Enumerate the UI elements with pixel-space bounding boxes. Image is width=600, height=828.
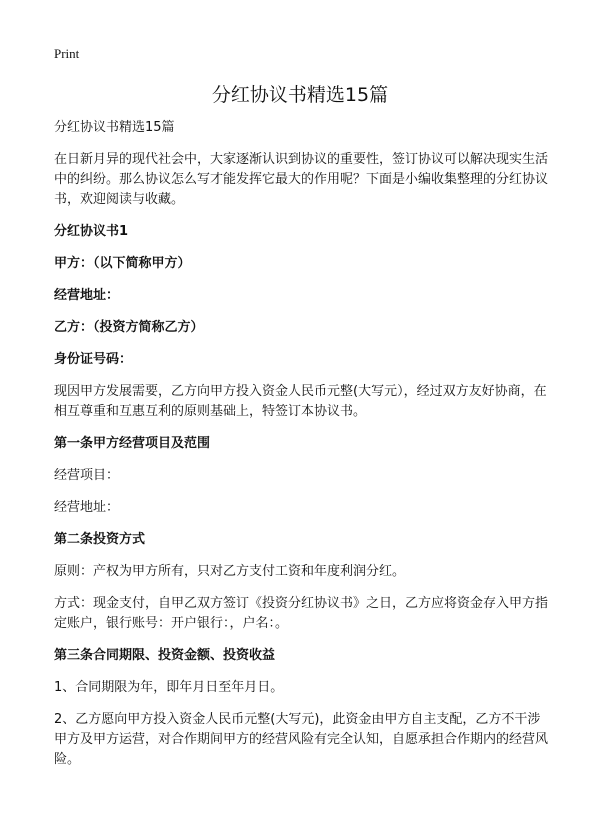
page-title: 分红协议书精选15篇 bbox=[211, 84, 389, 106]
article-2-heading: 第二条投资方式 bbox=[54, 532, 146, 547]
article-3-heading: 第三条合同期限、投资金额、投资收益 bbox=[54, 648, 276, 663]
paragraph-investment: 2、乙方愿向甲方投入资金人民币元整(大写元)，此资金由甲方自主支配，乙方不干涉甲方及甲方运营，对合作期间甲方的经营风险有完全认知，自愿承担合作期内的经营风险。 bbox=[54, 712, 549, 767]
section-heading: 分红协议书1 bbox=[54, 224, 129, 239]
paragraph-subtitle: 分红协议书精选15篇 bbox=[54, 120, 175, 135]
id-number-field: 身份证号码： bbox=[54, 352, 133, 367]
print-link[interactable]: Print bbox=[54, 46, 80, 61]
paragraph-method: 方式：现金支付，自甲乙双方签订《投资分红协议书》之日，乙方应将资金存入甲方指定账户，银行账号：开户银行：，户名：。 bbox=[54, 596, 549, 631]
paragraph-preamble: 现因甲方发展需要，乙方向甲方投入资金人民币元整(大写元），经过双方友好协商，在相互尊重和互惠互利的原则基础上，特签订本协议书。 bbox=[54, 384, 547, 419]
paragraph-intro: 在日新月异的现代社会中，大家逐渐认识到协议的重要性，签订协议可以解决现实生活中的纠纷。那么协议怎么写才能发挥它最大的作用呢？下面是小编收集整理的分红协议书，欢迎阅读与收藏。 bbox=[54, 152, 549, 207]
article-1-heading: 第一条甲方经营项目及范围 bbox=[54, 436, 211, 451]
business-address-field-2: 经营地址： bbox=[54, 500, 120, 515]
business-project-field: 经营项目： bbox=[54, 468, 120, 483]
document-body bbox=[54, 118, 552, 782]
paragraph-principle: 原则：产权为甲方所有，只对乙方支付工资和年度利润分红。 bbox=[54, 564, 406, 579]
party-b-field: 乙方：（投资方简称乙方） bbox=[54, 320, 204, 335]
party-a-field: 甲方：（以下简称甲方） bbox=[54, 256, 191, 271]
paragraph-term: 1、合同期限为年，即年月日至年月日。 bbox=[54, 680, 284, 695]
business-address-field: 经营地址： bbox=[54, 288, 120, 303]
